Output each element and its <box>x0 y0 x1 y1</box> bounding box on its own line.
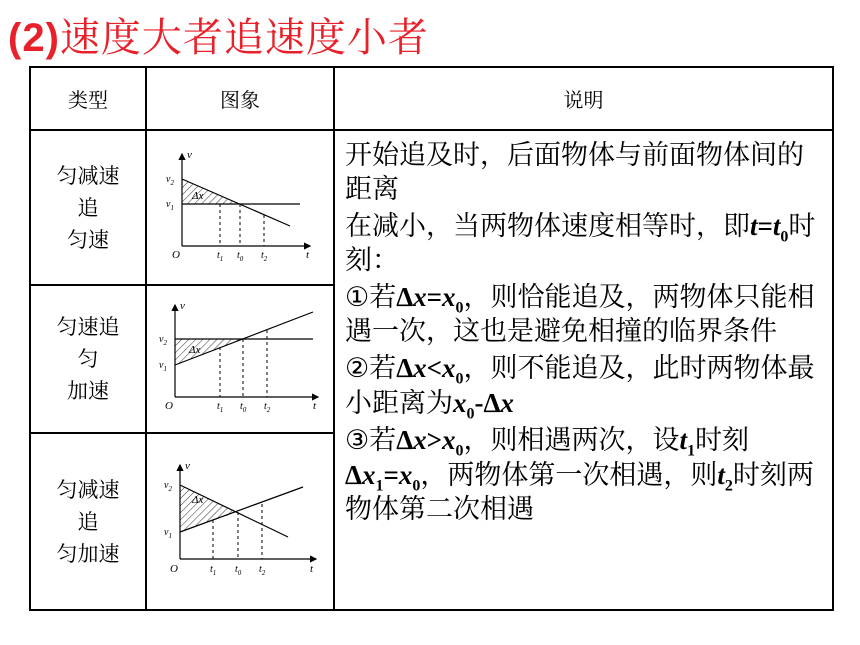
header-graph: 图象 <box>146 67 334 130</box>
vt-graph-3 <box>158 457 323 582</box>
svg-text:t0: $t_0$ <box>234 564 241 577</box>
svg-text:v2: $v_2$ <box>163 480 172 493</box>
desc-p3: ①若$\Delta x=x_0$，则恰能追及，两物体只能相遇一次，这也是避免相撞的临界条件 <box>345 282 815 347</box>
type-cell: 匀速追 匀 加速 <box>30 285 146 433</box>
graph-cell <box>146 285 334 433</box>
header-desc: 说明 <box>334 67 833 130</box>
desc-p2: 在减小，当两物体速度相等时，即$t=t_0$时刻： <box>345 211 816 276</box>
description-cell <box>334 130 833 610</box>
desc-p1: 开始追及时，后面物体与前面物体间的距离 <box>345 140 804 205</box>
svg-text:t: t <box>306 248 310 261</box>
desc-p4: ②若$\Delta x<x_0$，则不能追及，此时两物体最小距离为$x_0-\Delta x$ <box>345 353 815 423</box>
svg-text:O: O <box>172 248 180 261</box>
header-row <box>30 67 833 130</box>
graph-cell <box>146 433 334 610</box>
svg-text:t1: $t_1$ <box>217 249 224 263</box>
svg-text:t: t <box>309 563 313 575</box>
table-row <box>30 130 833 285</box>
svg-text:Δx: Δx <box>192 189 204 202</box>
svg-text:v: v <box>187 148 192 161</box>
svg-text:t0: $t_0$ <box>237 249 244 263</box>
type-cell: 匀减速 追 匀加速 <box>30 433 146 610</box>
svg-text:Δx: Δx <box>191 494 203 506</box>
svg-text:v2: $v_2$ <box>166 173 174 187</box>
desc-p5: ③若$\Delta x>x_0$，则相遇两次，设$t_1$时刻$\Delta x_1=x_0$，两物体第一次相遇，则$t_2$时刻两物体第二次相遇 <box>345 425 814 525</box>
svg-text:v1: $v_1$ <box>163 527 172 540</box>
svg-text:t0: $t_0$ <box>239 401 246 414</box>
svg-text:v: v <box>179 300 185 312</box>
header-type: 类型 <box>30 67 146 130</box>
svg-text:t1: $t_1$ <box>216 401 223 414</box>
graph-cell <box>146 130 334 285</box>
comparison-table <box>29 66 834 611</box>
svg-text:v1: $v_1$ <box>158 360 167 373</box>
type-cell: 匀减速 追 匀速 <box>30 130 146 285</box>
svg-text:t1: $t_1$ <box>209 564 216 577</box>
svg-text:O: O <box>169 563 178 575</box>
svg-text:t: t <box>312 400 316 412</box>
svg-text:t2: $t_2$ <box>263 401 270 414</box>
svg-text:t2: $t_2$ <box>258 564 265 577</box>
vt-graph-2 <box>153 297 328 417</box>
svg-text:v: v <box>184 460 190 472</box>
svg-text:Δx: Δx <box>188 344 200 356</box>
svg-text:O: O <box>164 400 173 412</box>
svg-text:v1: $v_1$ <box>166 198 174 212</box>
vt-graph-1 <box>160 146 320 266</box>
svg-text:v2: $v_2$ <box>158 334 167 347</box>
slide-title: (2)速度大者追速度小者 <box>8 15 429 61</box>
svg-text:t2: $t_2$ <box>261 249 268 263</box>
